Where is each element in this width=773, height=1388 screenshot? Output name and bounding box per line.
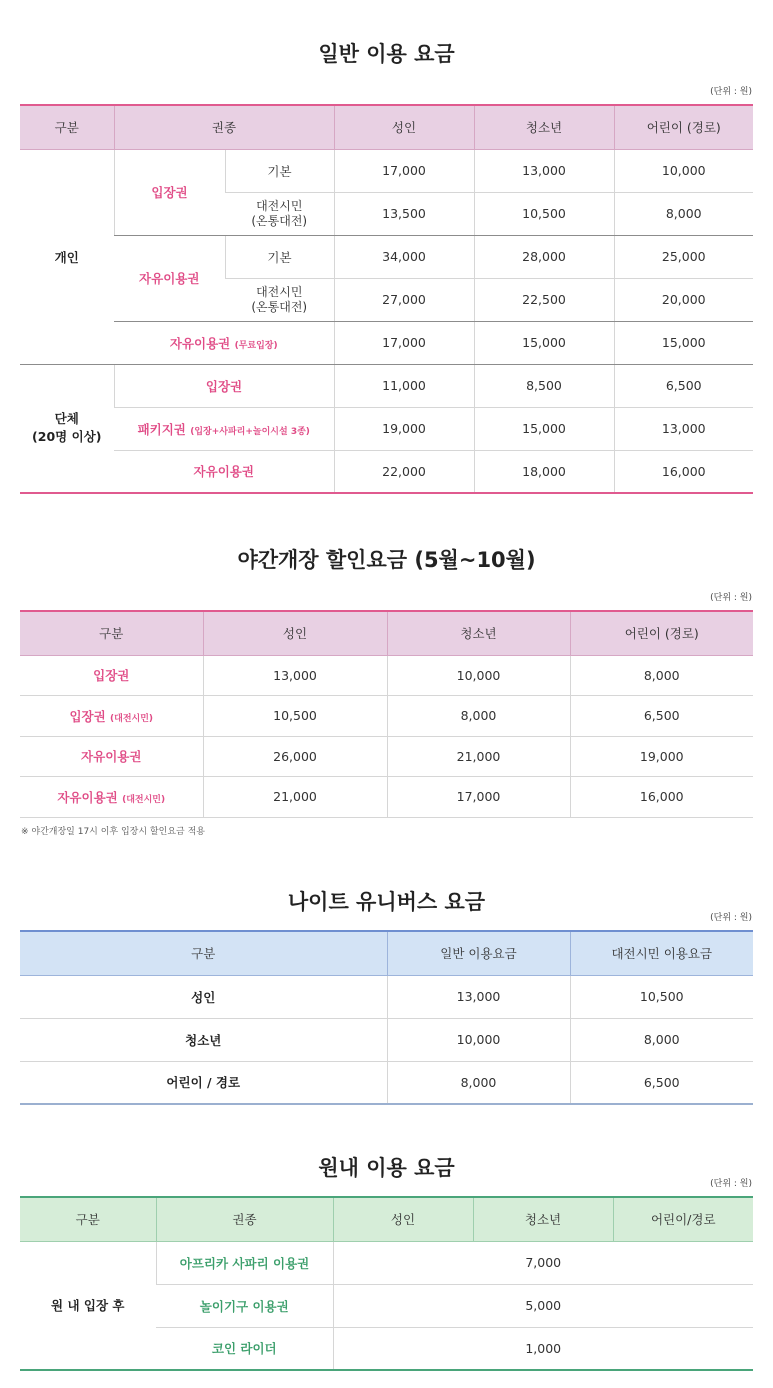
price-cell: 28,000 [474,235,614,278]
night-discount-footnote: ※ 야간개장일 17시 이후 입장시 할인요금 적용 [21,827,205,837]
table-row [20,777,753,818]
ticket-note: (무료입장) [234,340,278,351]
price-cell: 8,000 [387,696,570,737]
price-cell: 17,000 [334,149,474,192]
ticket-label: 자유이용권 [193,464,254,480]
subtype-label [225,278,334,321]
table-row [20,1241,753,1284]
ticket-label: 아프리카 사파리 이용권 [156,1241,333,1284]
price-cell: 22,000 [334,450,474,493]
ticket-label-cell [20,736,203,777]
price-cell: 10,000 [387,1018,570,1061]
price-cell: 1,000 [333,1327,753,1370]
header-adult: 성인 [334,105,474,149]
freepass-free-label [114,321,334,364]
price-cell: 17,000 [387,777,570,818]
in-park-title: 원내 이용 요금 [318,1156,455,1180]
price-cell: 20,000 [614,278,753,321]
age-label: 성인 [20,975,387,1018]
price-cell: 6,500 [614,364,753,407]
header-youth: 청소년 [473,1197,613,1241]
table-row [20,450,753,493]
ticket-label-cell [20,696,203,737]
ticket-label-cell [20,655,203,696]
header-child: 어린이 (경로) [570,611,753,655]
group-label-line1: 단체 [54,411,79,427]
price-cell: 16,000 [614,450,753,493]
header-adult: 성인 [333,1197,473,1241]
price-cell: 18,000 [474,450,614,493]
table-header-row [20,1197,753,1241]
table-row [20,149,753,192]
ticket-label: 놀이기구 이용권 [156,1284,333,1327]
in-park-group-label: 원 내 입장 후 [51,1298,125,1314]
price-cell: 13,000 [474,149,614,192]
price-cell: 5,000 [333,1284,753,1327]
night-discount-table [20,610,753,818]
price-cell: 15,000 [474,407,614,450]
ticket-label: 자유이용권 [81,749,142,765]
price-cell: 25,000 [614,235,753,278]
age-label: 어린이 / 경로 [166,1075,241,1091]
price-cell: 10,500 [203,696,387,737]
header-ticket-type: 권종 [114,105,334,149]
subtype-label-line1: 대전시민 [256,198,303,213]
price-cell: 13,000 [203,655,387,696]
general-fee-table [20,104,753,494]
table-row [20,696,753,737]
group-ticket-label [114,364,334,407]
table-row [20,407,753,450]
table-row [20,1018,753,1061]
ticket-note: (대전시민) [122,794,166,805]
group-ticket-label [114,450,334,493]
header-category: 구분 [20,931,387,975]
ticket-label: 입장권 [69,708,106,724]
price-cell: 19,000 [570,736,753,777]
in-park-table [20,1196,753,1371]
price-cell: 6,500 [570,1061,753,1104]
freepass-label: 자유이용권 [114,235,225,321]
header-youth: 청소년 [474,105,614,149]
ticket-note: (대전시민) [110,713,154,724]
table-row [20,235,753,278]
ticket-label: 입장권 [205,378,243,394]
price-cell: 13,000 [387,975,570,1018]
table-header-row [20,611,753,655]
price-cell: 8,000 [387,1061,570,1104]
ticket-label: 자유이용권 [169,335,231,351]
price-cell: 8,000 [614,192,753,235]
header-category: 구분 [20,1197,156,1241]
price-cell: 10,500 [474,192,614,235]
price-cell: 27,000 [334,278,474,321]
price-cell: 34,000 [334,235,474,278]
table-row [20,975,753,1018]
header-ticket-type: 권종 [156,1197,333,1241]
group-label [20,364,114,493]
table-row [20,736,753,777]
header-general-fee: 일반 이용요금 [387,931,570,975]
header-category: 구분 [20,105,114,149]
table-row [20,321,753,364]
price-cell: 10,000 [387,655,570,696]
price-cell: 26,000 [203,736,387,777]
price-cell: 8,000 [570,655,753,696]
subtype-label-line1: 대전시민 [256,284,303,299]
price-cell: 6,500 [570,696,753,737]
price-cell: 15,000 [614,321,753,364]
admission-label: 입장권 [114,149,225,235]
individual-label: 개인 [20,149,114,364]
price-cell: 8,500 [474,364,614,407]
header-child: 어린이/경로 [613,1197,753,1241]
general-fee-title: 일반 이용 요금 [318,42,455,66]
price-cell: 22,500 [474,278,614,321]
night-universe-unit-label: (단위 : 원) [710,913,752,923]
header-category: 구분 [20,611,203,655]
table-row [20,1061,753,1104]
price-cell: 17,000 [334,321,474,364]
price-cell: 13,500 [334,192,474,235]
night-discount-unit-label: (단위 : 원) [710,593,752,603]
header-child: 어린이 (경로) [614,105,753,149]
group-label-line2: (20명 이상) [32,429,102,445]
night-discount-title: 야간개장 할인요금 (5월~10월) [237,548,536,572]
price-cell: 11,000 [334,364,474,407]
header-adult: 성인 [203,611,387,655]
header-youth: 청소년 [387,611,570,655]
price-cell: 15,000 [474,321,614,364]
night-universe-title: 나이트 유니버스 요금 [287,890,486,914]
table-header-row [20,105,753,149]
price-cell: 21,000 [203,777,387,818]
night-universe-table [20,930,753,1105]
subtype-label: 기본 [225,235,334,278]
ticket-label: 패키지권 [137,421,186,437]
subtype-label-line2: (온통대전) [251,213,308,228]
price-cell: 10,000 [614,149,753,192]
table-header-row [20,931,753,975]
ticket-label: 코인 라이더 [211,1341,277,1357]
in-park-unit-label: (단위 : 원) [710,1179,752,1189]
ticket-label: 자유이용권 [57,789,118,805]
price-cell: 19,000 [334,407,474,450]
price-cell: 7,000 [333,1241,753,1284]
price-cell: 21,000 [387,736,570,777]
price-cell: 8,000 [570,1018,753,1061]
price-cell: 10,500 [570,975,753,1018]
ticket-label-cell [20,777,203,818]
age-label: 청소년 [20,1018,387,1061]
price-cell: 13,000 [614,407,753,450]
group-ticket-label [114,407,334,450]
header-resident-fee: 대전시민 이용요금 [570,931,753,975]
ticket-label: 입장권 [93,668,130,684]
general-unit-label: (단위 : 원) [710,87,752,97]
subtype-label: 기본 [225,149,334,192]
subtype-label [225,192,334,235]
ticket-note: (입장+사파리+놀이시설 3종) [190,426,310,437]
table-row [20,655,753,696]
table-row [20,364,753,407]
price-cell: 16,000 [570,777,753,818]
subtype-label-line2: (온통대전) [251,299,308,314]
